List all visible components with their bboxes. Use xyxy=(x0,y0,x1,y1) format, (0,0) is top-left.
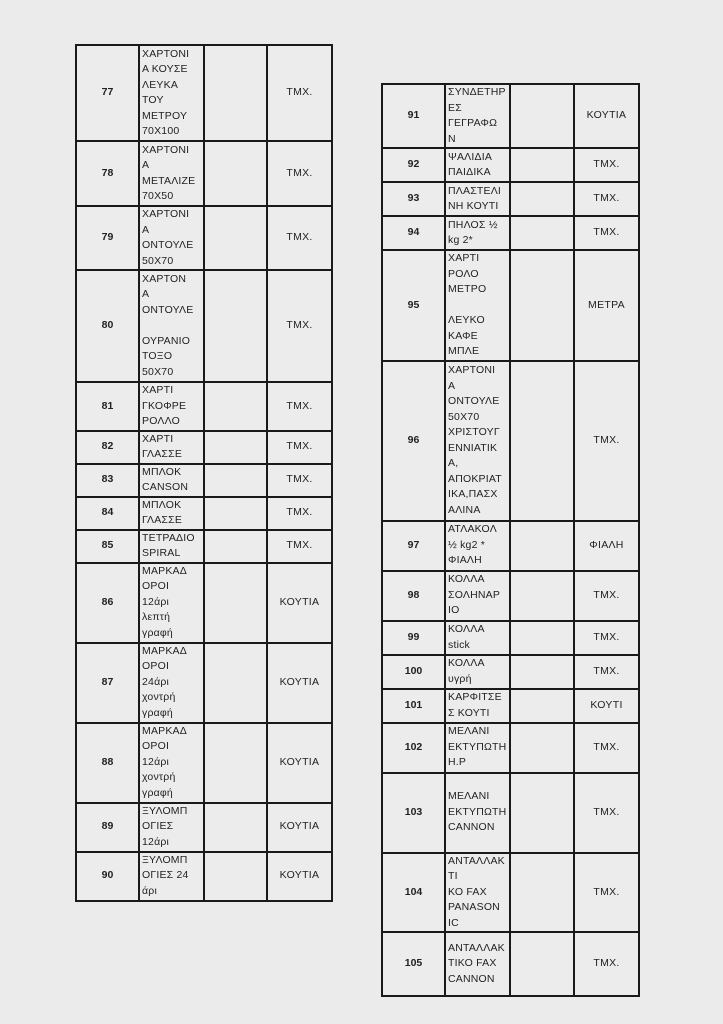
item-unit-cell: ΤΜΧ. xyxy=(267,206,332,270)
item-unit-cell: ΚΟΥΤΙ xyxy=(574,689,639,723)
item-number-cell: 91 xyxy=(382,84,445,148)
item-description-cell: ΜΑΡΚΑΔ ΟΡΟΙ 12άρι λεπτή γραφή xyxy=(139,563,204,643)
item-quantity-cell xyxy=(510,182,574,216)
item-description-cell: ΚΑΡΦΙΤΣΕ Σ ΚΟΥΤΙ xyxy=(445,689,510,723)
item-unit-cell: ΤΜΧ. xyxy=(267,382,332,431)
item-description-cell: ΑΝΤΑΛΛΑΚ ΤΙΚΟ FAX CANNON xyxy=(445,932,510,996)
item-unit-cell: ΚΟΥΤΙΑ xyxy=(267,723,332,803)
item-unit-cell: ΤΜΧ. xyxy=(574,655,639,689)
item-quantity-cell xyxy=(510,571,574,621)
item-description-cell: ΤΕΤΡΑΔΙΟ SPIRAL xyxy=(139,530,204,563)
table-row xyxy=(382,521,639,571)
item-quantity-cell xyxy=(510,84,574,148)
item-description-cell: ΚΟΛΛΑ stick xyxy=(445,621,510,655)
item-unit-cell: ΚΟΥΤΙΑ xyxy=(267,803,332,852)
item-unit-cell: ΤΜΧ. xyxy=(574,148,639,182)
item-number-cell: 94 xyxy=(382,216,445,250)
item-number-cell: 79 xyxy=(76,206,139,270)
item-number-cell: 86 xyxy=(76,563,139,643)
item-quantity-cell xyxy=(510,361,574,521)
item-number-cell: 103 xyxy=(382,773,445,853)
table-row xyxy=(76,431,332,464)
table-row xyxy=(382,621,639,655)
item-quantity-cell xyxy=(204,206,267,270)
item-quantity-cell xyxy=(510,773,574,853)
item-description-cell: ΧΑΡΤΙ ΡΟΛΟ ΜΕΤΡΟ ΛΕΥΚΟ ΚΑΦΕ ΜΠΛΕ xyxy=(445,250,510,361)
item-quantity-cell xyxy=(510,521,574,571)
table-row xyxy=(76,530,332,563)
table-row xyxy=(382,361,639,521)
item-number-cell: 82 xyxy=(76,431,139,464)
item-unit-cell: ΤΜΧ. xyxy=(574,361,639,521)
item-quantity-cell xyxy=(204,464,267,497)
item-description-cell: ΞΥΛΟΜΠ ΟΓΙΕΣ 24 άρι xyxy=(139,852,204,901)
item-number-cell: 102 xyxy=(382,723,445,773)
item-number-cell: 87 xyxy=(76,643,139,723)
item-number-cell: 95 xyxy=(382,250,445,361)
item-number-cell: 100 xyxy=(382,655,445,689)
table-row xyxy=(382,250,639,361)
item-quantity-cell xyxy=(204,497,267,530)
table-row xyxy=(76,141,332,206)
table-row xyxy=(382,773,639,853)
table-row xyxy=(382,932,639,996)
table-row xyxy=(76,464,332,497)
table-row xyxy=(382,182,639,216)
item-description-cell: ΧΑΡΤΟΝΙ Α ΟΝΤΟΥΛΕ 50Χ70 ΧΡΙΣΤΟΥΓ ΕΝΝΙΑΤΙΚ Α, ΑΠΟΚΡΙΑΤ ΙΚΑ,ΠΑΣΧ ΑΛΙΝΑ xyxy=(445,361,510,521)
item-number-cell: 92 xyxy=(382,148,445,182)
item-unit-cell: ΚΟΥΤΙΑ xyxy=(267,563,332,643)
item-unit-cell: ΤΜΧ. xyxy=(267,45,332,141)
item-quantity-cell xyxy=(510,853,574,933)
item-quantity-cell xyxy=(204,530,267,563)
item-description-cell: ΚΟΛΛΑ υγρή xyxy=(445,655,510,689)
item-number-cell: 104 xyxy=(382,853,445,933)
item-unit-cell: ΚΟΥΤΙΑ xyxy=(267,643,332,723)
item-quantity-cell xyxy=(204,803,267,852)
item-number-cell: 93 xyxy=(382,182,445,216)
item-number-cell: 97 xyxy=(382,521,445,571)
item-quantity-cell xyxy=(204,643,267,723)
item-quantity-cell xyxy=(510,655,574,689)
item-description-cell: ΜΑΡΚΑΔ ΟΡΟΙ 24άρι χοντρή γραφή xyxy=(139,643,204,723)
item-description-cell: ΧΑΡΤΟΝΙ Α ΜΕΤΑΛΙΖΕ 70Χ50 xyxy=(139,141,204,206)
item-description-cell: ΜΠΛΟΚ CANSON xyxy=(139,464,204,497)
item-quantity-cell xyxy=(510,148,574,182)
item-unit-cell: ΤΜΧ. xyxy=(267,464,332,497)
item-number-cell: 99 xyxy=(382,621,445,655)
item-description-cell: ΨΑΛΙΔΙΑ ΠΑΙΔΙΚΑ xyxy=(445,148,510,182)
item-unit-cell: ΤΜΧ. xyxy=(574,621,639,655)
item-quantity-cell xyxy=(510,932,574,996)
table-row xyxy=(382,84,639,148)
item-unit-cell: ΤΜΧ. xyxy=(574,571,639,621)
item-unit-cell: ΤΜΧ. xyxy=(574,216,639,250)
item-unit-cell: ΤΜΧ. xyxy=(574,723,639,773)
item-number-cell: 84 xyxy=(76,497,139,530)
right-inventory-table xyxy=(381,83,640,997)
item-description-cell: ΜΠΛΟΚ ΓΛΑΣΣΕ xyxy=(139,497,204,530)
item-quantity-cell xyxy=(204,141,267,206)
item-number-cell: 77 xyxy=(76,45,139,141)
table-row xyxy=(76,206,332,270)
table-row xyxy=(76,270,332,382)
item-description-cell: ΠΛΑΣΤΕΛΙ ΝΗ ΚΟΥΤΙ xyxy=(445,182,510,216)
item-description-cell: ΞΥΛΟΜΠ ΟΓΙΕΣ 12άρι xyxy=(139,803,204,852)
item-quantity-cell xyxy=(510,723,574,773)
table-row xyxy=(76,643,332,723)
item-number-cell: 81 xyxy=(76,382,139,431)
item-number-cell: 101 xyxy=(382,689,445,723)
item-number-cell: 78 xyxy=(76,141,139,206)
item-unit-cell: ΤΜΧ. xyxy=(267,431,332,464)
item-description-cell: ΧΑΡΤΟΝ Α ΟΝΤΟΥΛΕ ΟΥΡΑΝΙΟ ΤΟΞΟ 50Χ70 xyxy=(139,270,204,382)
item-unit-cell: ΚΟΥΤΙΑ xyxy=(574,84,639,148)
item-description-cell: ΑΤΛΑΚΟΛ ½ kg2 * ΦΙΑΛΗ xyxy=(445,521,510,571)
item-number-cell: 98 xyxy=(382,571,445,621)
item-description-cell: ΜΕΛΑΝΙ ΕΚΤΥΠΩΤΗ CANNON xyxy=(445,773,510,853)
item-description-cell: ΧΑΡΤΙ ΓΛΑΣΣΕ xyxy=(139,431,204,464)
item-description-cell: ΜΕΛΑΝΙ ΕΚΤΥΠΩΤΗ Η.Ρ xyxy=(445,723,510,773)
table-row xyxy=(76,45,332,141)
item-number-cell: 85 xyxy=(76,530,139,563)
item-description-cell: ΚΟΛΛΑ ΣΟΛΗΝΑΡ ΙΟ xyxy=(445,571,510,621)
item-unit-cell: ΜΕΤΡΑ xyxy=(574,250,639,361)
item-unit-cell: ΤΜΧ. xyxy=(267,270,332,382)
item-unit-cell: ΤΜΧ. xyxy=(574,932,639,996)
item-unit-cell: ΤΜΧ. xyxy=(267,497,332,530)
item-quantity-cell xyxy=(510,689,574,723)
table-row xyxy=(76,803,332,852)
item-unit-cell: ΤΜΧ. xyxy=(574,182,639,216)
table-row xyxy=(76,497,332,530)
item-unit-cell: ΤΜΧ. xyxy=(574,853,639,933)
item-description-cell: ΧΑΡΤΙ ΓΚΟΦΡΕ ΡΟΛΛΟ xyxy=(139,382,204,431)
table-row xyxy=(382,853,639,933)
table-row xyxy=(76,852,332,901)
left-table-body xyxy=(76,45,332,901)
item-description-cell: ΧΑΡΤΟΝΙ Α ΚΟΥΣΕ ΛΕΥΚΑ ΤΟΥ ΜΕΤΡΟΥ 70Χ100 xyxy=(139,45,204,141)
right-table-body xyxy=(382,84,639,996)
table-row xyxy=(382,689,639,723)
table-row xyxy=(382,216,639,250)
table-row xyxy=(382,148,639,182)
left-inventory-table xyxy=(75,44,333,902)
item-quantity-cell xyxy=(204,723,267,803)
item-quantity-cell xyxy=(510,216,574,250)
item-quantity-cell xyxy=(204,852,267,901)
item-description-cell: ΣΥΝΔΕΤΗΡ ΕΣ ΓΕΓΡΑΦΩ Ν xyxy=(445,84,510,148)
table-row xyxy=(382,571,639,621)
item-description-cell: ΠΗΛΟΣ ½ kg 2* xyxy=(445,216,510,250)
item-quantity-cell xyxy=(204,431,267,464)
item-number-cell: 105 xyxy=(382,932,445,996)
item-unit-cell: ΤΜΧ. xyxy=(267,530,332,563)
item-number-cell: 88 xyxy=(76,723,139,803)
table-row xyxy=(76,563,332,643)
item-quantity-cell xyxy=(510,250,574,361)
item-number-cell: 80 xyxy=(76,270,139,382)
item-description-cell: ΜΑΡΚΑΔ ΟΡΟΙ 12άρι χοντρή γραφή xyxy=(139,723,204,803)
item-number-cell: 89 xyxy=(76,803,139,852)
item-number-cell: 83 xyxy=(76,464,139,497)
item-quantity-cell xyxy=(204,270,267,382)
item-number-cell: 96 xyxy=(382,361,445,521)
item-quantity-cell xyxy=(204,382,267,431)
item-unit-cell: ΚΟΥΤΙΑ xyxy=(267,852,332,901)
table-row xyxy=(76,382,332,431)
item-description-cell: ΑΝΤΑΛΛΑΚΤΙ ΚΟ FAX PANASON IC xyxy=(445,853,510,933)
table-row xyxy=(382,655,639,689)
item-quantity-cell xyxy=(204,563,267,643)
table-row xyxy=(382,723,639,773)
item-description-cell: ΧΑΡΤΟΝΙ Α ΟΝΤΟΥΛΕ 50Χ70 xyxy=(139,206,204,270)
item-number-cell: 90 xyxy=(76,852,139,901)
item-unit-cell: ΤΜΧ. xyxy=(574,773,639,853)
item-quantity-cell xyxy=(510,621,574,655)
table-row xyxy=(76,723,332,803)
item-unit-cell: ΤΜΧ. xyxy=(267,141,332,206)
item-unit-cell: ΦΙΑΛΗ xyxy=(574,521,639,571)
item-quantity-cell xyxy=(204,45,267,141)
